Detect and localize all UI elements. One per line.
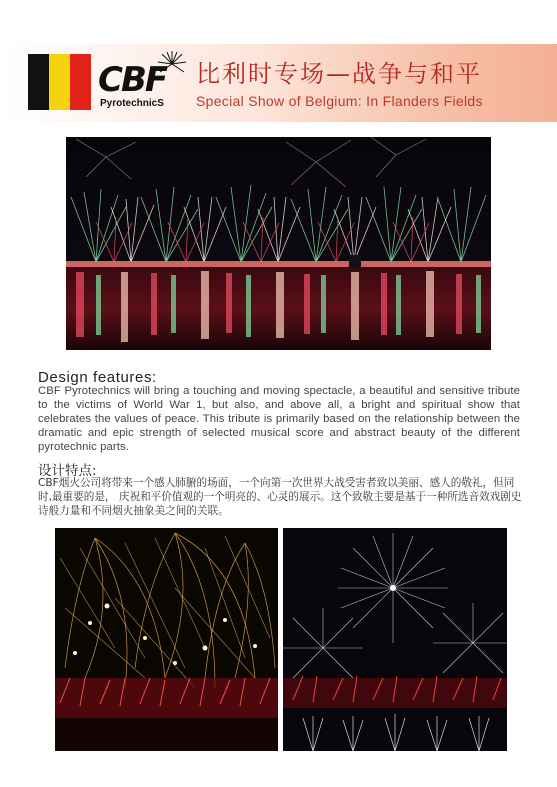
design-features-body-chinese: CBF烟火公司将带来一个感人肺腑的场面，一个向第一次世界大战受害者致以美丽、感人的敬礼，但同时,最重要的是， 庆祝和平价值观的一个明亮的、心灵的展示。这个致敬主要是基于一种所选音效戏剧史诗般力量和不同烟火抽象美之间的关联。 [38, 477, 522, 517]
header-banner [0, 44, 557, 122]
fireworks-lake-photo [66, 137, 491, 350]
design-features-body: CBF Pyrotechnics will bring a touching and moving spectacle, a beautiful and sensitive tribute to the victims of World War 1, but also, and above all, a bright and spiritual show that celebrates the values of peace. This tribute is primarily based on the relationship between the dramatic and epic strength of selected musical score and abstract beauty of the different pyrotechnic parts. [38, 385, 520, 453]
logo-subtitle: PyrotechnicS [100, 98, 164, 109]
flag-stripe-red [70, 54, 91, 110]
white-fireworks-photo [283, 528, 507, 751]
logo-mark: CBF [98, 60, 167, 100]
page-title-english: Special Show of Belgium: In Flanders Fields [196, 93, 483, 109]
page-title-chinese: 比利时专场—战争与和平 [196, 60, 482, 88]
flag-stripe-black [28, 54, 49, 110]
design-features-heading: Design features: [38, 369, 157, 386]
golden-fireworks-photo [55, 528, 278, 751]
flag-stripe-yellow [49, 54, 70, 110]
design-features-heading-chinese: 设计特点: [38, 463, 97, 479]
cbf-logo [98, 50, 190, 116]
belgium-flag [28, 54, 91, 110]
